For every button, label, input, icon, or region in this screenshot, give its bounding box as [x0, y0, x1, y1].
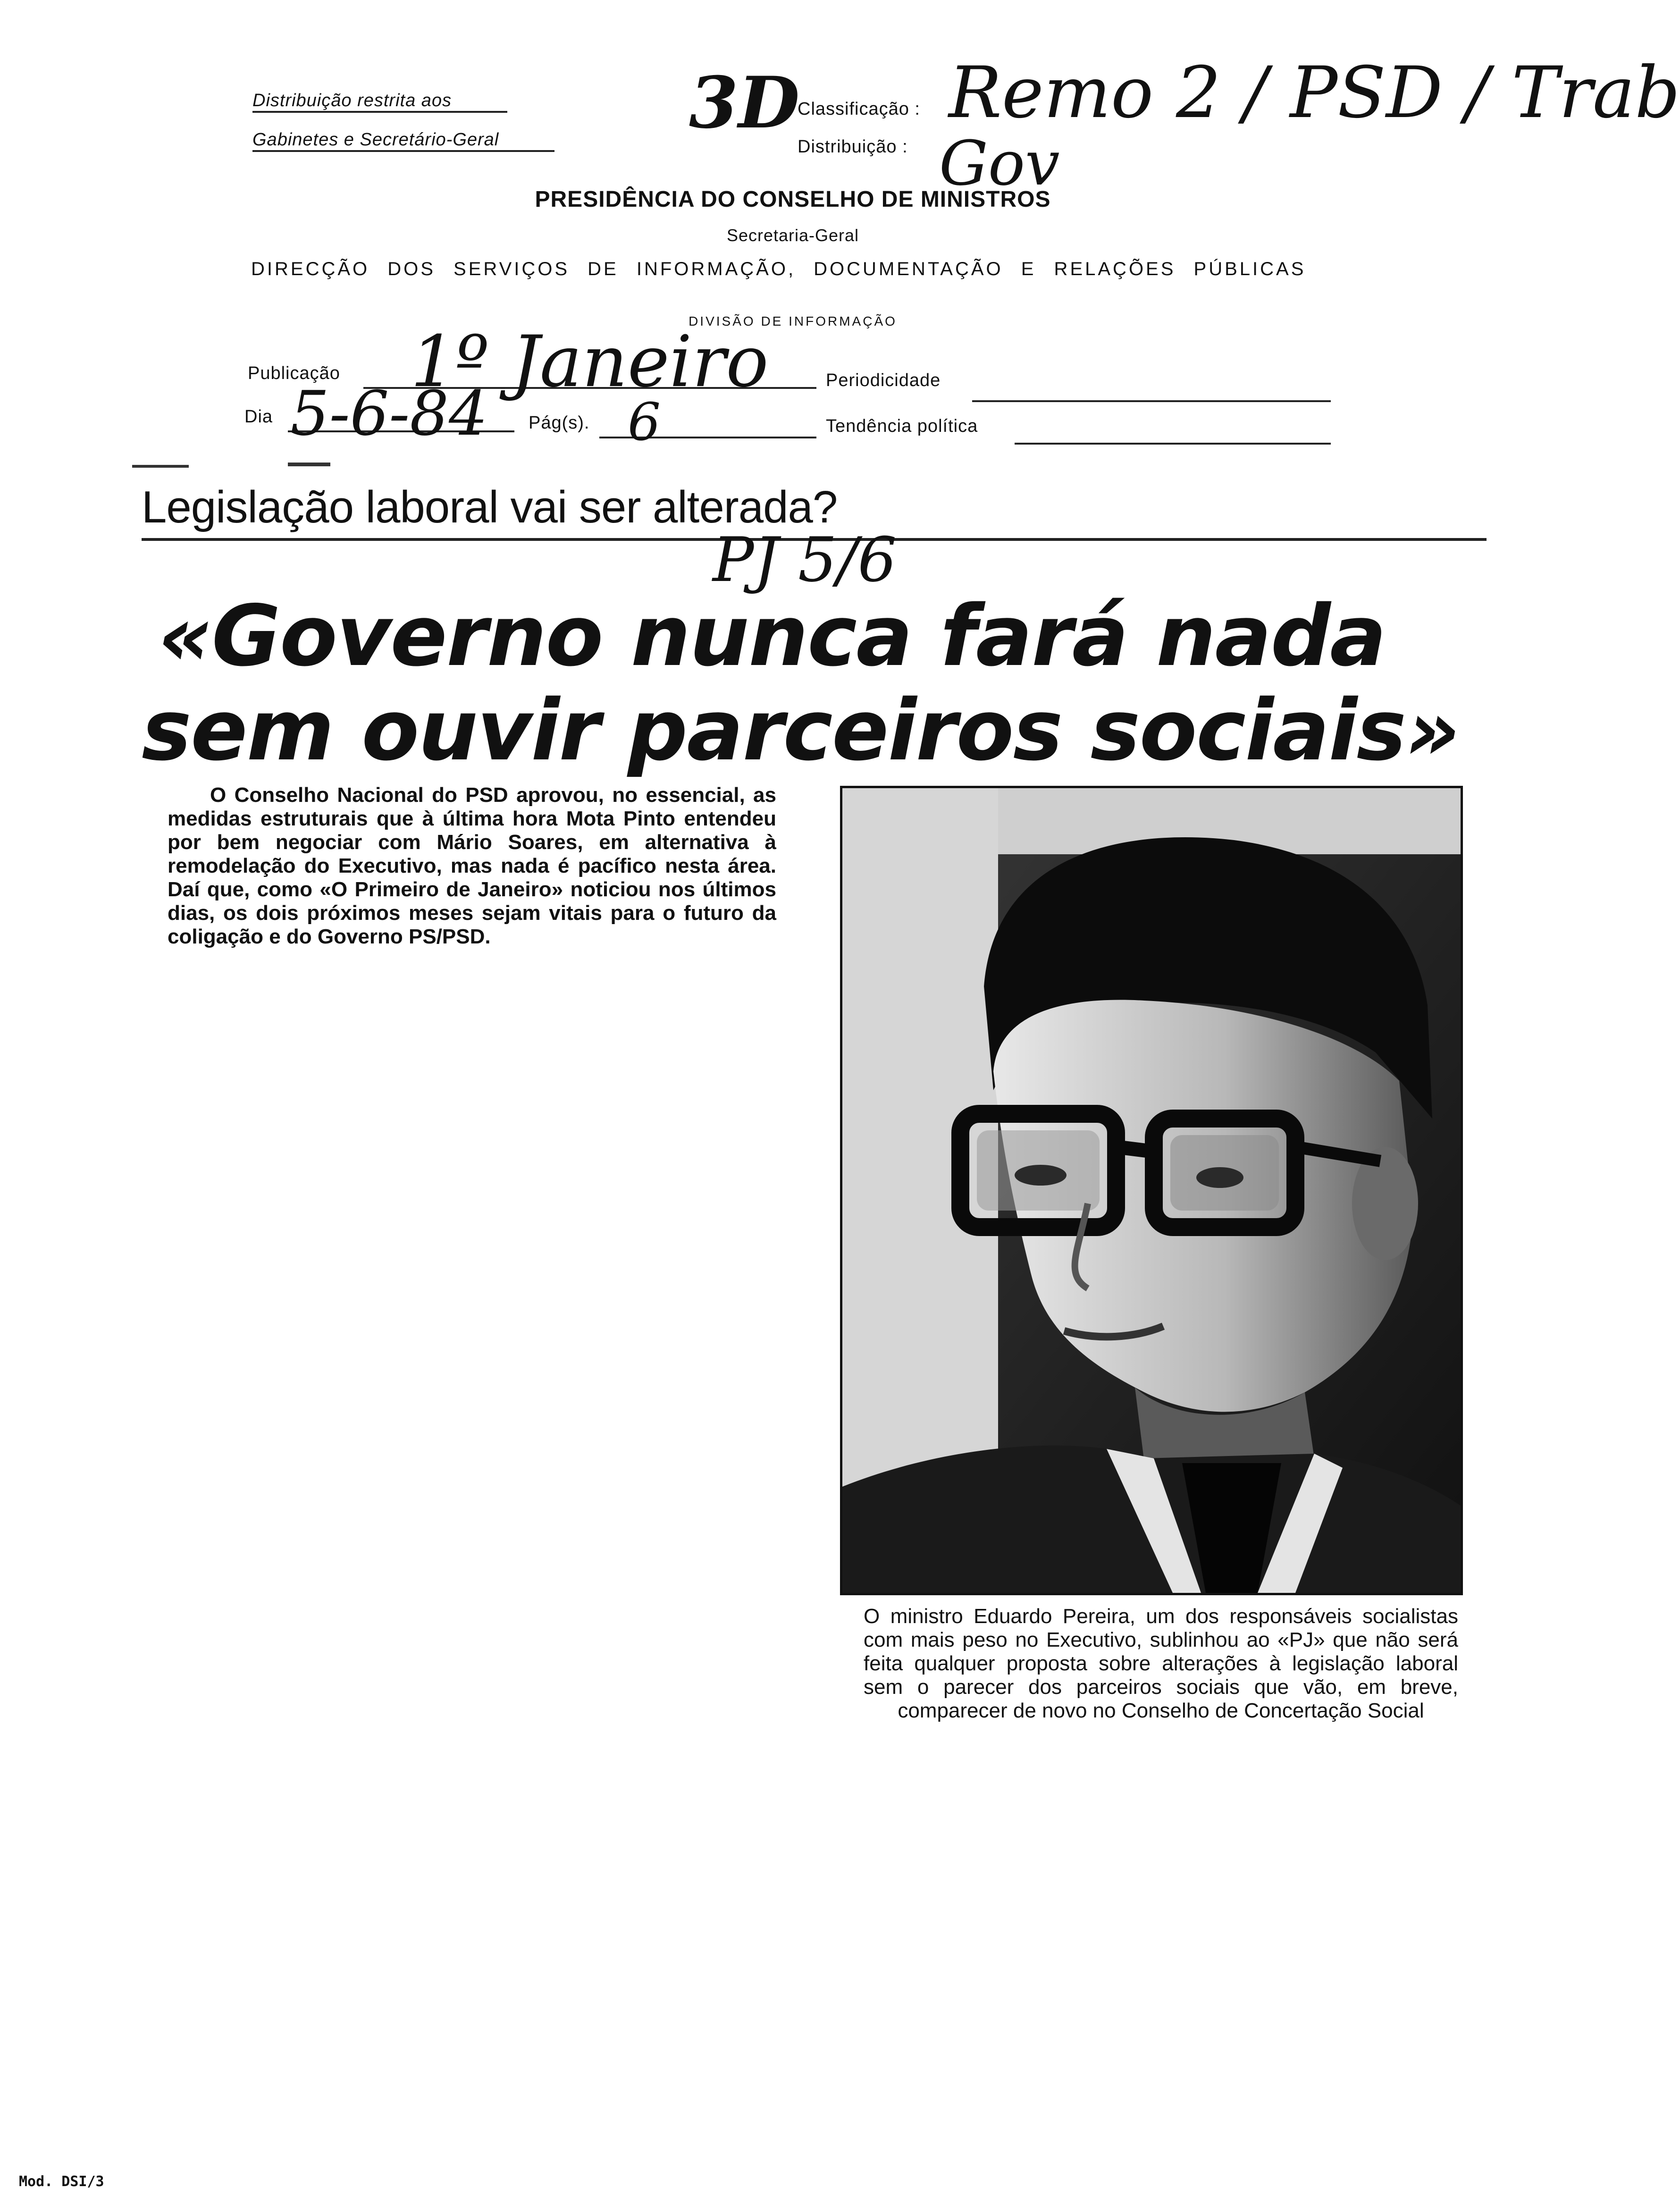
publication-value: 1º Janeiro	[411, 321, 769, 403]
secretariat-heading: Secretaria-Geral	[726, 226, 859, 245]
tendency-underline	[1015, 443, 1331, 445]
pages-value: 6	[628, 392, 661, 452]
form-code: Mod. DSI/3	[19, 2173, 104, 2190]
restricted-distribution-line1: Distribuição restrita aos	[252, 91, 507, 113]
presidency-heading: PRESIDÊNCIA DO CONSELHO DE MINISTROS	[535, 187, 1051, 212]
pages-label: Pág(s).	[529, 413, 590, 433]
tendency-label: Tendência política	[826, 416, 978, 436]
directorate-heading: DIRECÇÃO DOS SERVIÇOS DE INFORMAÇÃO, DOCUMENTAÇÃO E RELAÇÕES PÚBLICAS	[251, 259, 1306, 279]
photo-caption: O ministro Eduardo Pereira, um dos responsáveis socialistas com mais peso no Executivo, sublinhou ao «PJ» que não será feita qualquer proposta sobre alterações à legislação laboral sem o parecer dos parceiros sociais que vão, em breve, comparecer de novo no Conselho de Concertação Social	[864, 1605, 1458, 1722]
periodicity-label: Periodicidade	[826, 370, 941, 390]
day-value: 5-6-84	[290, 378, 488, 449]
scan-mark	[288, 463, 330, 466]
distribution-label: Distribuição :	[798, 137, 908, 157]
portrait-illustration	[842, 788, 1461, 1593]
portrait-photo	[840, 786, 1463, 1595]
headline-line2: sem ouvir parceiros sociais»	[142, 682, 1459, 779]
day-label: Dia	[244, 407, 273, 427]
division-heading: DIVISÃO DE INFORMAÇÃO	[689, 314, 897, 328]
article-kicker: Legislação laboral vai ser alterada?	[142, 482, 838, 532]
classification-label: Classificação :	[798, 99, 920, 119]
handwritten-initials: 3D	[689, 61, 800, 144]
distribution-handwritten: Gov	[939, 127, 1060, 199]
periodicity-underline	[972, 400, 1331, 402]
scan-mark	[132, 465, 189, 468]
publication-label: Publicação	[248, 363, 340, 383]
classification-handwritten: Remo 2 / PSD / Trab	[949, 52, 1680, 134]
handwritten-page-mark: PJ 5/6	[713, 524, 897, 596]
restricted-distribution-line2: Gabinetes e Secretário-Geral	[252, 130, 554, 152]
article-lead: O Conselho Nacional do PSD aprovou, no essencial, as medidas estruturais que à última hora Mota Pinto entendeu por bem negociar com Mário Soares, em alternativa à remodelação do Executivo, mas nada é pacífico nesta área. Daí que, como «O Primeiro de Janeiro» noticiou nos últimos dias, os dois próximos meses sejam vitais para o futuro da coligação e do Governo PS/PSD.	[168, 783, 776, 948]
headline-line1: «Governo nunca fará nada	[158, 587, 1386, 685]
